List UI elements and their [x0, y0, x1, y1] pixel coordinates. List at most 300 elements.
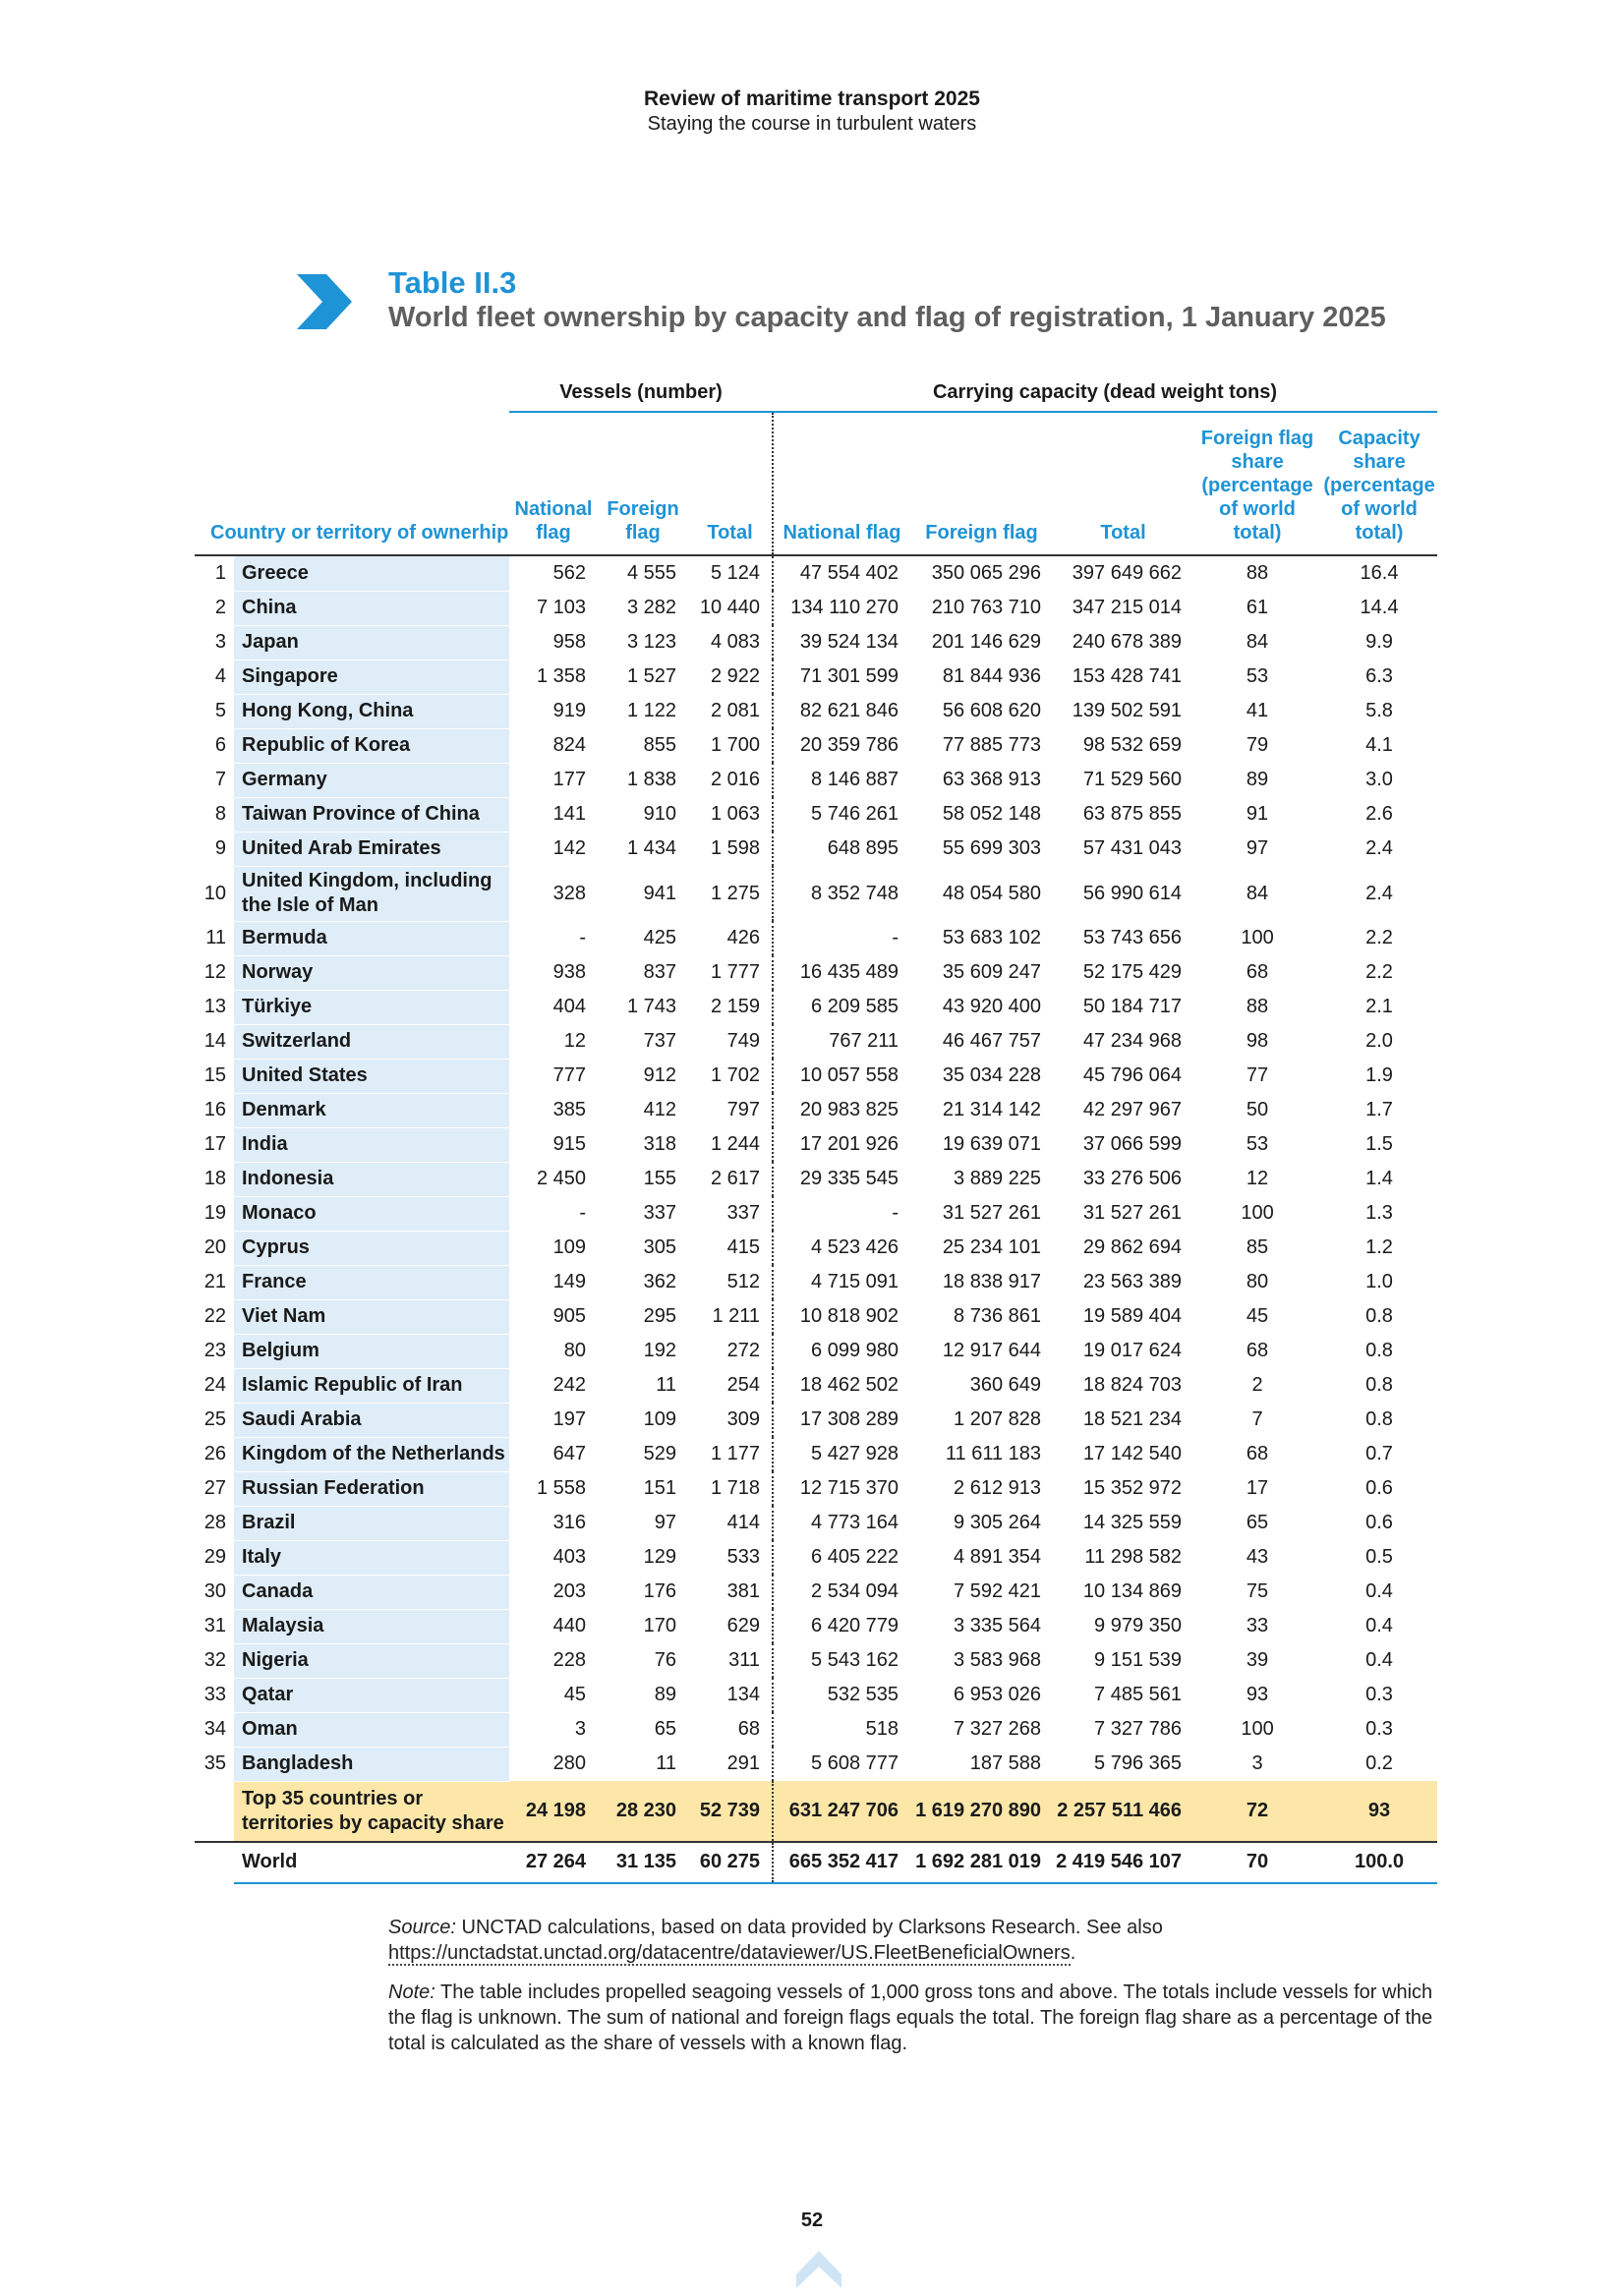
cell-vf: 31 135 [598, 1842, 688, 1883]
row-rank: 12 [203, 961, 226, 983]
row-rank: 16 [203, 1099, 226, 1120]
cell-cn: 4 523 426 [811, 1236, 899, 1258]
row-rank: 33 [203, 1684, 226, 1705]
cell-cf: 8 736 861 [954, 1305, 1042, 1327]
cell-vn: 142 [552, 837, 586, 859]
cell-vn: 777 [552, 1064, 586, 1086]
cell-ct: 45 796 064 [1082, 1064, 1183, 1086]
row-country: United Kingdom, including the Isle of Man [234, 866, 509, 921]
cell-vn: 242 [552, 1374, 586, 1396]
cell-cn: 4 715 091 [811, 1271, 899, 1292]
cell-vf: 4 555 [626, 562, 676, 584]
row-rank: 31 [203, 1615, 226, 1636]
cell-fs: 53 [1246, 665, 1269, 687]
row-rank: 32 [203, 1649, 226, 1671]
cell-cs: 0.8 [1365, 1374, 1393, 1396]
cell-cf: 58 052 148 [942, 803, 1042, 825]
row-rank: 26 [203, 1443, 226, 1464]
table-row [195, 1437, 1437, 1471]
row-country: Denmark [234, 1093, 509, 1127]
cell-vt: 426 [688, 921, 773, 955]
cell-ct: 2 257 511 466 [1053, 1781, 1193, 1842]
cell-vf: 65 [654, 1718, 676, 1740]
cell-cf: 187 588 [969, 1752, 1042, 1774]
cell-vt: 415 [688, 1231, 773, 1265]
cell-cn: 648 895 [827, 837, 899, 859]
row-rank: 34 [203, 1718, 226, 1740]
cell-cs: 4.1 [1365, 734, 1393, 756]
cell-cn: 5 608 777 [811, 1752, 899, 1774]
row-rank: 11 [205, 927, 226, 948]
cell-vf: 3 123 [626, 631, 676, 653]
cell-vf: 425 [643, 927, 676, 948]
cell-vf: 737 [643, 1030, 676, 1052]
cell-cf: 35 034 228 [942, 1064, 1042, 1086]
table-row [195, 1540, 1437, 1575]
cell-vt: 797 [688, 1093, 773, 1127]
cell-cs: 2.4 [1365, 882, 1393, 904]
cell-vt: 2 081 [688, 694, 773, 728]
cell-ct: 9 151 539 [1094, 1649, 1183, 1671]
row-country: China [234, 591, 509, 625]
cell-cf: 46 467 757 [942, 1030, 1042, 1052]
cell-vn: - [579, 1202, 586, 1224]
cell-vn: 45 [563, 1684, 586, 1705]
cell-fs: 53 [1246, 1133, 1269, 1155]
table-notes [388, 1915, 1440, 2070]
table-row [195, 625, 1437, 660]
cell-cn: 5 746 261 [811, 803, 899, 825]
cell-vf: 97 [654, 1512, 676, 1533]
cell-cs: 0.4 [1365, 1615, 1393, 1636]
cell-cs: 1.5 [1365, 1133, 1393, 1155]
cell-cn: 17 201 926 [799, 1133, 899, 1155]
col-header-capacity-foreign: Foreign flag [910, 412, 1053, 555]
row-country: Japan [234, 625, 509, 660]
table-caption [388, 265, 1440, 334]
row-rank: 21 [203, 1271, 226, 1292]
table-row [195, 1471, 1437, 1506]
cell-ct: 17 142 540 [1082, 1443, 1183, 1464]
cell-vf: 11 [656, 1374, 676, 1396]
cell-vf: 305 [643, 1236, 676, 1258]
cell-cn: 6 099 980 [811, 1340, 899, 1361]
table-row [195, 1059, 1437, 1093]
cell-vn: 404 [552, 996, 586, 1017]
row-rank: 2 [214, 597, 226, 618]
cell-vn: 403 [552, 1546, 586, 1568]
cell-cs: 1.4 [1365, 1168, 1393, 1189]
cell-vt: 134 [688, 1678, 773, 1712]
cell-vn: 12 [563, 1030, 586, 1052]
note-label: Note: [388, 1981, 435, 2003]
cell-vn: 1 358 [536, 665, 586, 687]
cell-ct: 52 175 429 [1082, 961, 1183, 983]
cell-cn: 8 352 748 [811, 882, 899, 904]
row-country: India [234, 1127, 509, 1162]
row-country: Brazil [234, 1506, 509, 1540]
row-rank: 19 [203, 1202, 226, 1224]
cell-vf: 318 [643, 1133, 676, 1155]
chevron-right-icon [293, 270, 356, 333]
cell-cs: 0.2 [1365, 1752, 1393, 1774]
cell-ct: 10 134 869 [1082, 1580, 1183, 1602]
cell-fs: 70 [1193, 1842, 1321, 1883]
cell-ct: 153 428 741 [1072, 665, 1183, 687]
row-country: Germany [234, 763, 509, 797]
table-row [195, 1368, 1437, 1403]
cell-ct: 31 527 261 [1082, 1202, 1183, 1224]
cell-fs: 50 [1246, 1099, 1269, 1120]
cell-vf: 1 122 [626, 700, 676, 721]
cell-vt: 272 [688, 1334, 773, 1368]
cell-vt: 68 [688, 1712, 773, 1747]
table-row [195, 1403, 1437, 1437]
publication-title: Review of maritime transport 2025 [644, 87, 980, 110]
cell-cs: 100.0 [1321, 1842, 1437, 1883]
cell-ct: 47 234 968 [1082, 1030, 1183, 1052]
cell-ct: 33 276 506 [1082, 1168, 1183, 1189]
row-country: Republic of Korea [234, 728, 509, 763]
row-country: Bermuda [234, 921, 509, 955]
cell-ct: 347 215 014 [1072, 597, 1183, 618]
cell-vn: 2 450 [536, 1168, 586, 1189]
cell-fs: 61 [1246, 597, 1269, 618]
cell-cf: 81 844 936 [942, 665, 1042, 687]
cell-cn: 10 818 902 [799, 1305, 899, 1327]
cell-ct: 98 532 659 [1082, 734, 1183, 756]
cell-vt: 60 275 [688, 1842, 773, 1883]
col-header-vessels-total: Total [688, 412, 773, 555]
cell-cs: 0.6 [1365, 1512, 1393, 1533]
cell-fs: 79 [1246, 734, 1269, 756]
table-row [195, 660, 1437, 694]
cell-vn: 280 [552, 1752, 586, 1774]
cell-cf: 350 065 296 [931, 562, 1042, 584]
row-country: Belgium [234, 1334, 509, 1368]
cell-ct: 397 649 662 [1072, 562, 1183, 584]
cell-vn: 385 [552, 1099, 586, 1120]
running-header [0, 86, 1624, 137]
cell-vn: 197 [552, 1408, 586, 1430]
cell-cf: 77 885 773 [942, 734, 1042, 756]
col-header-vessels-national: National flag [509, 412, 598, 555]
cell-cs: 6.3 [1365, 665, 1393, 687]
row-country: United Arab Emirates [234, 832, 509, 866]
cell-vf: 362 [643, 1271, 676, 1292]
cell-vf: 910 [643, 803, 676, 825]
row-rank: 7 [214, 769, 226, 790]
cell-cf: 56 608 620 [942, 700, 1042, 721]
cell-cs: 2.0 [1365, 1030, 1393, 1052]
row-country: Hong Kong, China [234, 694, 509, 728]
cell-ct: 2 419 546 107 [1053, 1842, 1193, 1883]
cell-fs: 88 [1246, 996, 1269, 1017]
row-rank: 27 [203, 1477, 226, 1499]
vessels-group-header: Vessels (number) [509, 373, 773, 412]
cell-ct: 5 796 365 [1094, 1752, 1183, 1774]
row-country: Singapore [234, 660, 509, 694]
cell-ct: 63 875 855 [1082, 803, 1183, 825]
cell-cf: 21 314 142 [942, 1099, 1042, 1120]
table-row [195, 1747, 1437, 1781]
col-header-capacity-national: National flag [773, 412, 910, 555]
cell-cf: 1 619 270 890 [910, 1781, 1053, 1842]
summary-label: Top 35 countries or territories by capacity share [234, 1781, 509, 1842]
cell-cn: 767 211 [829, 1030, 899, 1052]
cell-ct: 139 502 591 [1072, 700, 1183, 721]
cell-vn: 562 [552, 562, 586, 584]
cell-vt: 311 [688, 1643, 773, 1678]
cell-ct: 7 327 786 [1094, 1718, 1183, 1740]
cell-vn: 915 [552, 1133, 586, 1155]
cell-ct: 56 990 614 [1082, 882, 1183, 904]
row-rank: 14 [203, 1030, 226, 1052]
cell-ct: 7 485 561 [1094, 1684, 1183, 1705]
cell-cf: 25 234 101 [942, 1236, 1042, 1258]
cell-vf: 1 527 [626, 665, 676, 687]
cell-vf: 176 [643, 1580, 676, 1602]
cell-cf: 4 891 354 [954, 1546, 1042, 1568]
cell-cf: 210 763 710 [931, 597, 1042, 618]
cell-vn: 958 [552, 631, 586, 653]
cell-vf: 412 [643, 1099, 676, 1120]
row-rank: 9 [214, 837, 226, 859]
cell-vt: 2 922 [688, 660, 773, 694]
cell-cn: 4 773 164 [811, 1512, 899, 1533]
row-rank: 10 [203, 882, 226, 904]
cell-ct: 53 743 656 [1082, 927, 1183, 948]
cell-fs: 39 [1246, 1649, 1269, 1671]
cell-fs: 72 [1193, 1781, 1321, 1842]
cell-fs: 45 [1246, 1305, 1269, 1327]
cell-cs: 2.4 [1365, 837, 1393, 859]
cell-vt: 1 177 [688, 1437, 773, 1471]
cell-ct: 42 297 967 [1082, 1099, 1183, 1120]
cell-cs: 0.8 [1365, 1408, 1393, 1430]
cell-cf: 12 917 644 [942, 1340, 1042, 1361]
cell-fs: 84 [1246, 631, 1269, 653]
cell-vt: 1 275 [688, 866, 773, 921]
row-country: Cyprus [234, 1231, 509, 1265]
cell-cf: 6 953 026 [954, 1684, 1042, 1705]
row-country: Islamic Republic of Iran [234, 1368, 509, 1403]
cell-vn: 203 [552, 1580, 586, 1602]
cell-fs: 97 [1246, 837, 1269, 859]
cell-cn: 5 543 162 [811, 1649, 899, 1671]
cell-ct: 240 678 389 [1072, 631, 1183, 653]
cell-vf: 76 [654, 1649, 676, 1671]
cell-ct: 37 066 599 [1082, 1133, 1183, 1155]
table-row [195, 1712, 1437, 1747]
cell-fs: 89 [1246, 769, 1269, 790]
row-rank: 20 [203, 1236, 226, 1258]
cell-cn: 2 534 094 [811, 1580, 899, 1602]
world-total-row [195, 1842, 1437, 1883]
cell-cf: 3 335 564 [954, 1615, 1042, 1636]
row-country: Greece [234, 555, 509, 591]
cell-cn: 10 057 558 [799, 1064, 899, 1086]
cell-vn: 3 [574, 1718, 586, 1740]
cell-fs: 88 [1246, 562, 1269, 584]
table-row [195, 1506, 1437, 1540]
cell-vf: 155 [643, 1168, 676, 1189]
table-row [195, 1299, 1437, 1334]
cell-vn: 149 [552, 1271, 586, 1292]
blank-cell [195, 1781, 234, 1842]
cell-cn: 532 535 [827, 1684, 899, 1705]
cell-vf: 337 [643, 1202, 676, 1224]
cell-vt: 291 [688, 1747, 773, 1781]
table-row [195, 990, 1437, 1024]
cell-vf: 837 [643, 961, 676, 983]
cell-fs: 91 [1246, 803, 1269, 825]
cell-cf: 53 683 102 [942, 927, 1042, 948]
row-rank: 5 [214, 700, 226, 721]
cell-cf: 1 207 828 [954, 1408, 1042, 1430]
cell-vt: 1 598 [688, 832, 773, 866]
cell-vt: 1 777 [688, 955, 773, 990]
table-row [195, 1231, 1437, 1265]
cell-cs: 0.8 [1365, 1340, 1393, 1361]
row-country: Oman [234, 1712, 509, 1747]
top35-summary-row [195, 1781, 1437, 1842]
cell-fs: 93 [1246, 1684, 1269, 1705]
row-country: Viet Nam [234, 1299, 509, 1334]
cell-fs: 41 [1246, 700, 1269, 721]
cell-cs: 0.7 [1365, 1443, 1393, 1464]
row-rank: 22 [203, 1305, 226, 1327]
table-row [195, 555, 1437, 591]
cell-cf: 201 146 629 [931, 631, 1042, 653]
cell-ct: 29 862 694 [1082, 1236, 1183, 1258]
cell-cs: 5.8 [1365, 700, 1393, 721]
cell-cs: 1.0 [1365, 1271, 1393, 1292]
source-text: UNCTAD calculations, based on data provided by Clarksons Research. See also [461, 1917, 1163, 1938]
cell-cs: 93 [1321, 1781, 1437, 1842]
cell-vt: 254 [688, 1368, 773, 1403]
table-number: Table II.3 [388, 265, 517, 300]
cell-vn: 7 103 [536, 597, 586, 618]
cell-cs: 2.2 [1365, 961, 1393, 983]
cell-cs: 2.6 [1365, 803, 1393, 825]
table-row [195, 1093, 1437, 1127]
cell-cn: 12 715 370 [799, 1477, 899, 1499]
row-rank: 35 [203, 1752, 226, 1774]
cell-vt: 512 [688, 1265, 773, 1299]
row-country: Taiwan Province of China [234, 797, 509, 832]
cell-vn: 80 [563, 1340, 586, 1361]
cell-vn: 228 [552, 1649, 586, 1671]
cell-vt: 1 211 [688, 1299, 773, 1334]
table-row [195, 591, 1437, 625]
cell-cf: 360 649 [969, 1374, 1042, 1396]
row-rank: 18 [203, 1168, 226, 1189]
cell-fs: 68 [1246, 1340, 1269, 1361]
table-row [195, 1575, 1437, 1609]
row-country: Russian Federation [234, 1471, 509, 1506]
cell-vf: 1 434 [626, 837, 676, 859]
row-rank: 6 [214, 734, 226, 756]
cell-vn: 824 [552, 734, 586, 756]
cell-cn: 29 335 545 [799, 1168, 899, 1189]
row-rank: 30 [203, 1580, 226, 1602]
cell-cn: 17 308 289 [799, 1408, 899, 1430]
page-number: 52 [800, 2210, 824, 2231]
cell-vf: 529 [643, 1443, 676, 1464]
cell-fs: 68 [1246, 1443, 1269, 1464]
table-row [195, 728, 1437, 763]
cell-cs: 0.5 [1365, 1546, 1393, 1568]
chevron-up-icon[interactable] [794, 2249, 843, 2290]
table-row [195, 1024, 1437, 1059]
cell-vt: 1 244 [688, 1127, 773, 1162]
cell-cf: 7 327 268 [954, 1718, 1042, 1740]
row-rank: 17 [203, 1133, 226, 1155]
cell-cf: 63 368 913 [942, 769, 1042, 790]
table-row [195, 763, 1437, 797]
row-country: Canada [234, 1575, 509, 1609]
row-rank: 24 [203, 1374, 226, 1396]
group-header-row [195, 373, 1437, 412]
cell-ct: 15 352 972 [1082, 1477, 1183, 1499]
cell-fs: 7 [1251, 1408, 1263, 1430]
cell-vn: 316 [552, 1512, 586, 1533]
summary-label: World [234, 1842, 509, 1883]
row-rank: 23 [203, 1340, 226, 1361]
row-country: Monaco [234, 1196, 509, 1231]
cell-vn: 1 558 [536, 1477, 586, 1499]
source-link[interactable]: https://unctadstat.unctad.org/datacentre/dataviewer/US.FleetBeneficialOwners [388, 1942, 1071, 1964]
col-header-vessels-foreign: Foreign flag [598, 412, 688, 555]
column-header-row [195, 412, 1437, 555]
cell-cn: 18 462 502 [799, 1374, 899, 1396]
cell-vf: 28 230 [598, 1781, 688, 1842]
cell-fs: 12 [1246, 1168, 1269, 1189]
cell-cs: 0.4 [1365, 1580, 1393, 1602]
table-row [195, 1678, 1437, 1712]
table-row [195, 921, 1437, 955]
row-country: Indonesia [234, 1162, 509, 1196]
cell-vn: 938 [552, 961, 586, 983]
cell-vt: 337 [688, 1196, 773, 1231]
cell-cn: 71 301 599 [799, 665, 899, 687]
row-country: Switzerland [234, 1024, 509, 1059]
source-end: . [1070, 1942, 1076, 1964]
table-row [195, 797, 1437, 832]
cell-cs: 1.9 [1365, 1064, 1393, 1086]
cell-vf: 151 [643, 1477, 676, 1499]
row-country: Bangladesh [234, 1747, 509, 1781]
table-row [195, 955, 1437, 990]
table-row [195, 1265, 1437, 1299]
cell-fs: 2 [1251, 1374, 1263, 1396]
cell-vn: 109 [552, 1236, 586, 1258]
col-header-foreign-share: Foreign flag share (percentage of world total) [1193, 412, 1321, 555]
cell-cn: 5 427 928 [811, 1443, 899, 1464]
cell-vf: 89 [654, 1684, 676, 1705]
table-row [195, 1127, 1437, 1162]
cell-vn: 440 [552, 1615, 586, 1636]
cell-cn: 6 405 222 [811, 1546, 899, 1568]
cell-vt: 52 739 [688, 1781, 773, 1842]
cell-vf: 3 282 [626, 597, 676, 618]
cell-cn: - [892, 927, 899, 948]
cell-fs: 17 [1246, 1477, 1269, 1499]
cell-vt: 1 718 [688, 1471, 773, 1506]
row-country: France [234, 1265, 509, 1299]
cell-cn: 8 146 887 [811, 769, 899, 790]
